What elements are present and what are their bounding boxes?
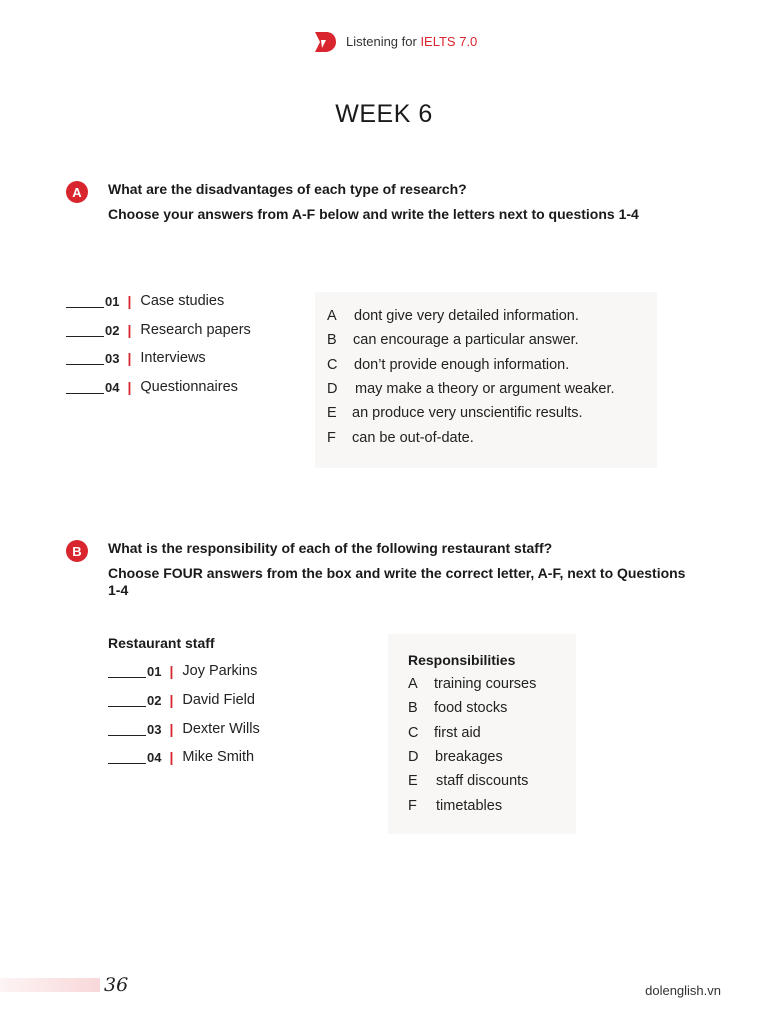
- section-a-item-4: 04 | Questionnaires: [66, 379, 238, 395]
- item-label: Dexter Wills: [182, 721, 260, 737]
- section-b-item-1: 01 | Joy Parkins: [108, 663, 257, 679]
- option-d: D may make a theory or argument weaker.: [327, 381, 615, 397]
- item-label: Research papers: [140, 322, 251, 338]
- section-a-badge: A: [66, 181, 88, 203]
- section-a-instruction: Choose your answers from A-F below and write the letters next to questions 1-4: [108, 206, 639, 222]
- dol-logo-icon: [312, 28, 338, 54]
- page-header: [312, 28, 477, 54]
- item-label: Questionnaires: [140, 379, 238, 395]
- answer-blank[interactable]: [66, 295, 104, 308]
- responsibility-e: E staff discounts: [408, 773, 529, 789]
- section-a-item-3: 03 | Interviews: [66, 350, 206, 366]
- page-number: 36: [104, 974, 129, 996]
- section-a-item-1: 01 | Case studies: [66, 293, 224, 309]
- responsibility-a: A training courses: [408, 676, 537, 692]
- answer-blank[interactable]: [108, 723, 146, 736]
- section-b-question-block: [108, 540, 688, 607]
- responsibility-c: C first aid: [408, 725, 481, 741]
- item-label: Joy Parkins: [182, 663, 258, 679]
- staff-heading: Restaurant staff: [108, 635, 215, 651]
- answer-blank[interactable]: [66, 352, 104, 365]
- section-b-badge: B: [66, 540, 88, 562]
- site-url: dolenglish.vn: [645, 983, 721, 998]
- section-a-question: What are the disadvantages of each type of research?: [108, 181, 467, 197]
- section-b-item-4: 04 | Mike Smith: [108, 749, 254, 765]
- responsibility-d: D breakages: [408, 749, 503, 765]
- responsibility-f: F timetables: [408, 798, 503, 814]
- item-label: Interviews: [140, 350, 206, 366]
- section-b-item-3: 03 | Dexter Wills: [108, 721, 260, 737]
- item-label: Mike Smith: [182, 749, 255, 765]
- option-f: F can be out-of-date.: [327, 430, 474, 446]
- answer-blank[interactable]: [108, 694, 146, 707]
- item-label: David Field: [182, 692, 255, 708]
- answer-blank[interactable]: [66, 381, 104, 394]
- option-e: E an produce very unscientific results.: [327, 405, 583, 421]
- section-a-item-2: 02 | Research papers: [66, 322, 251, 338]
- option-c: C don’t provide enough information.: [327, 357, 570, 373]
- option-b: B can encourage a particular answer.: [327, 332, 579, 348]
- item-label: Case studies: [140, 293, 225, 309]
- answer-blank[interactable]: [66, 324, 104, 337]
- section-b-instruction: Choose FOUR answers from the box and write the correct letter, A-F, next to Questions 1-4: [108, 565, 686, 598]
- answer-blank[interactable]: [108, 665, 146, 678]
- section-a-question-block: [108, 181, 688, 231]
- responsibilities-heading: Responsibilities: [408, 652, 516, 668]
- section-b-item-2: 02 | David Field: [108, 692, 255, 708]
- section-b-question: What is the responsibility of each of the following restaurant staff?: [108, 540, 553, 556]
- page-title: WEEK 6: [335, 100, 433, 128]
- footer-decoration: [0, 978, 100, 992]
- header-title: Listening for IELTS 7.0: [346, 33, 478, 49]
- responsibility-b: B food stocks: [408, 700, 508, 716]
- option-a: A dont give very detailed information.: [327, 308, 579, 324]
- answer-blank[interactable]: [108, 751, 146, 764]
